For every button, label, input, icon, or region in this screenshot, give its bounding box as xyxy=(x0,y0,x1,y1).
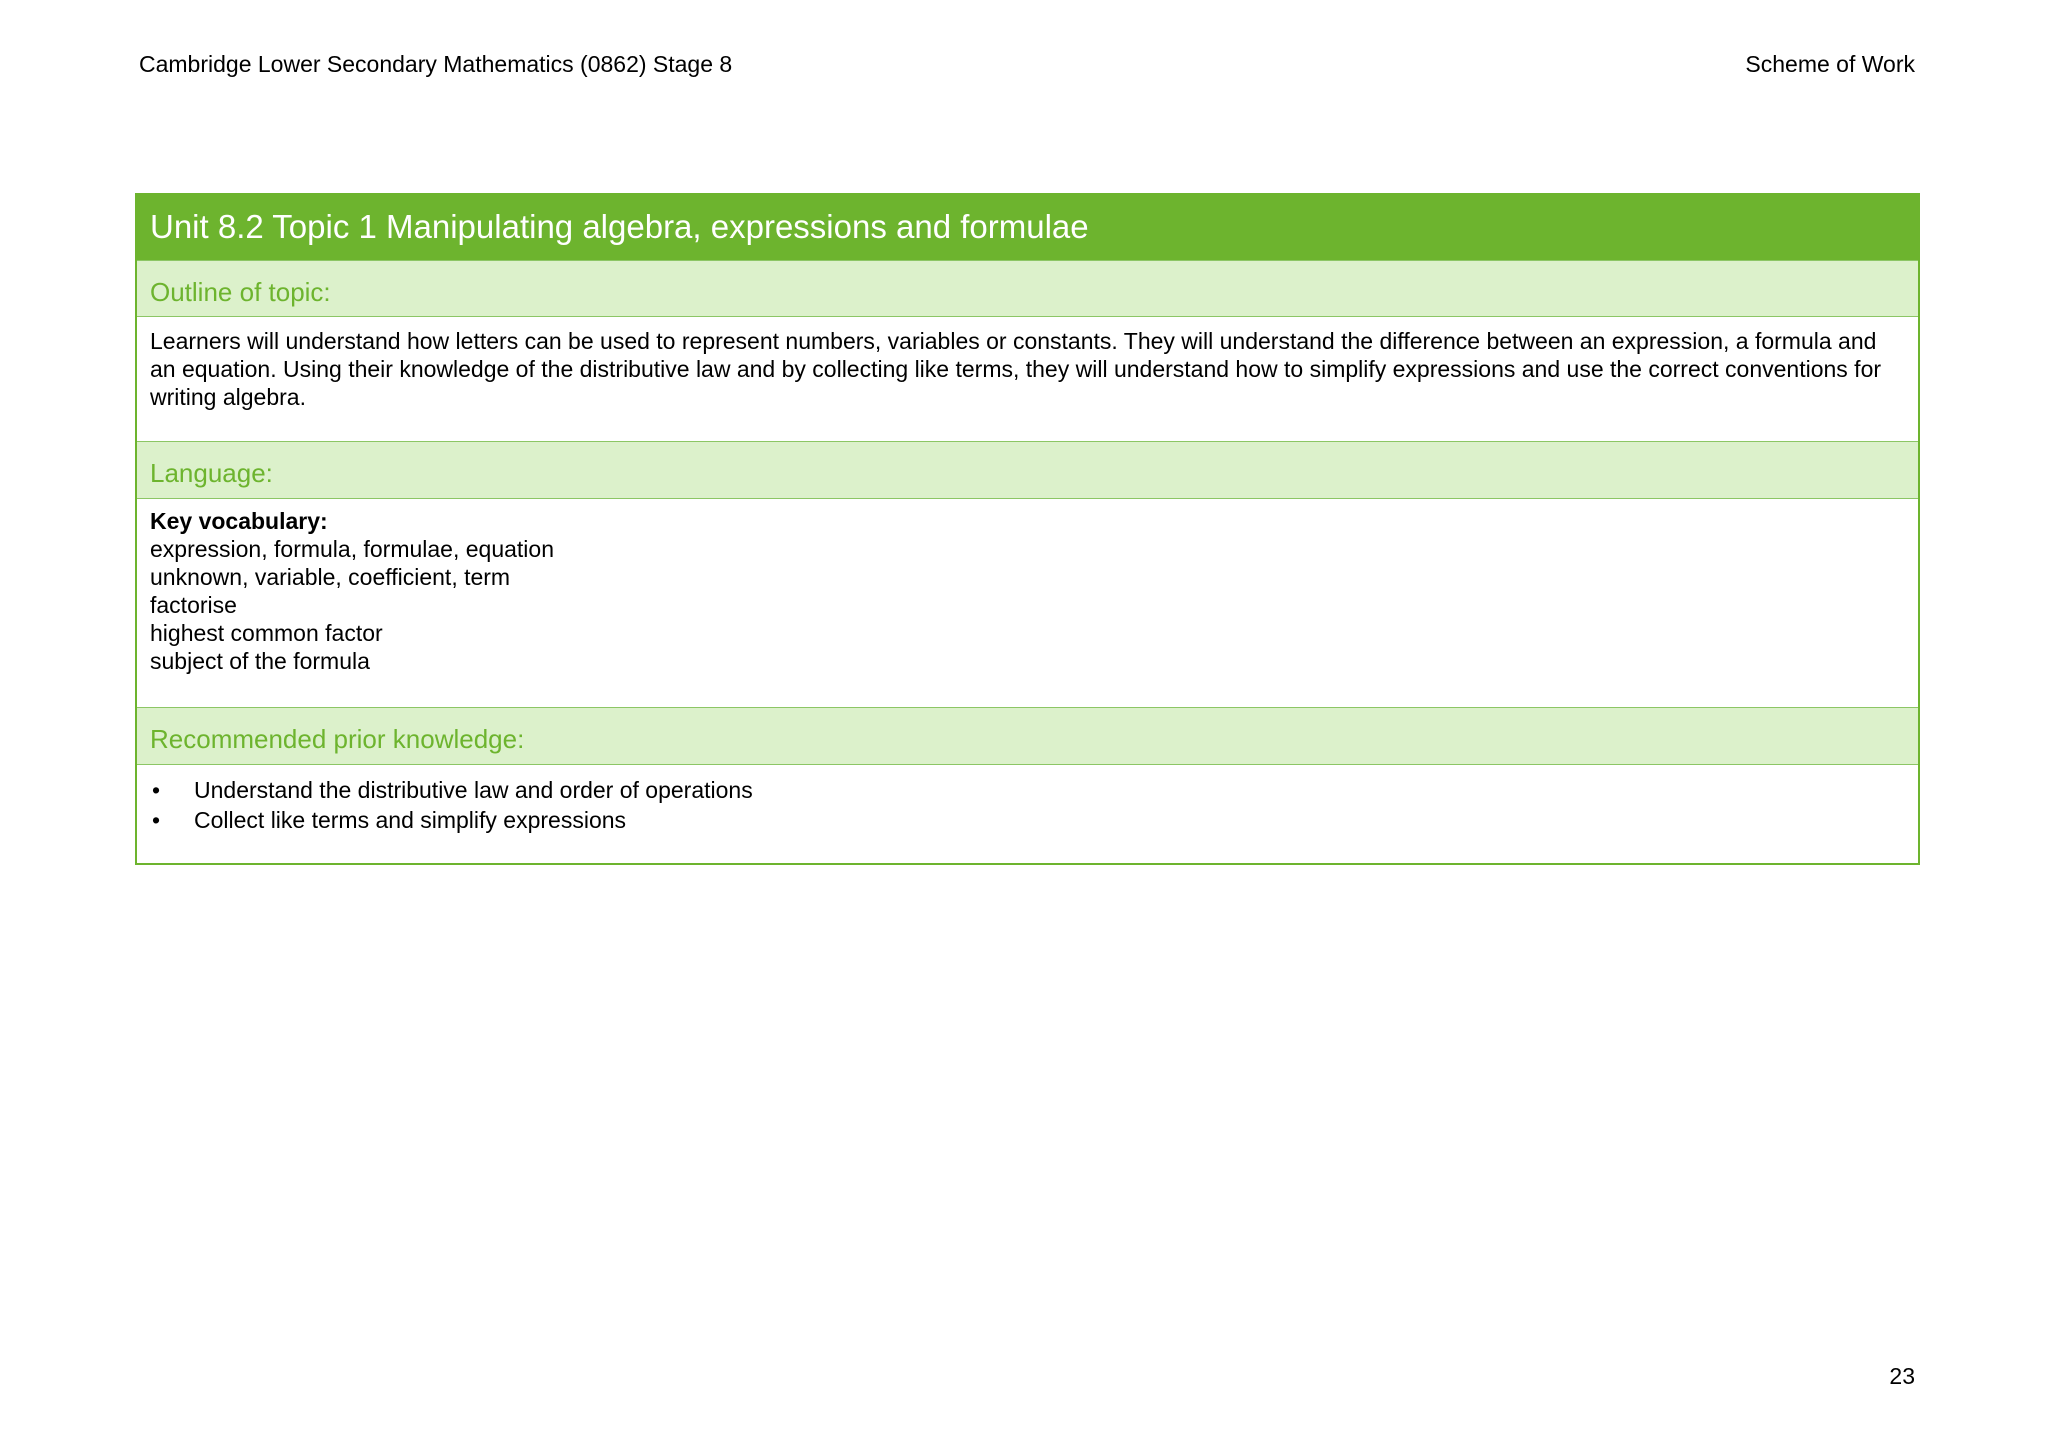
language-heading: Language: xyxy=(137,441,1918,499)
list-item-text: Understand the distributive law and order of operations xyxy=(194,777,753,803)
outline-text: Learners will understand how letters can be used to represent numbers, variables or constants. They will understand the difference between an expression, a formula and an equation. Using their knowledge of the distributive law and by collecting like terms, they will understand how to simplify expressions and use the correct conventions for writing algebra. xyxy=(150,328,1882,410)
key-vocabulary-title: Key vocabulary: xyxy=(150,508,328,534)
list-item xyxy=(150,805,1905,835)
vocabulary-line: unknown, variable, coefficient, term xyxy=(150,564,511,590)
document-title: Cambridge Lower Secondary Mathematics (0862) Stage 8 xyxy=(139,51,733,77)
language-body xyxy=(137,499,1918,707)
vocabulary-line: expression, formula, formulae, equation xyxy=(150,536,554,562)
running-header xyxy=(139,49,1915,79)
vocabulary-line: factorise xyxy=(150,592,237,618)
page-number: 23 xyxy=(1889,1363,1915,1389)
prior-knowledge-list xyxy=(150,775,1905,835)
prior-knowledge-body xyxy=(137,765,1918,863)
unit-title: Unit 8.2 Topic 1 Manipulating algebra, expressions and formulae xyxy=(137,195,1918,260)
list-item-text: Collect like terms and simplify expressions xyxy=(194,807,627,833)
prior-knowledge-heading: Recommended prior knowledge: xyxy=(137,707,1918,765)
outline-heading: Outline of topic: xyxy=(137,260,1918,317)
list-item xyxy=(150,775,1905,805)
bullet-icon: • xyxy=(152,777,161,803)
vocabulary-line: highest common factor xyxy=(150,620,383,646)
vocabulary-line: subject of the formula xyxy=(150,648,370,674)
bullet-icon: • xyxy=(152,807,161,833)
document-type: Scheme of Work xyxy=(1745,51,1915,77)
unit-table xyxy=(135,193,1920,865)
